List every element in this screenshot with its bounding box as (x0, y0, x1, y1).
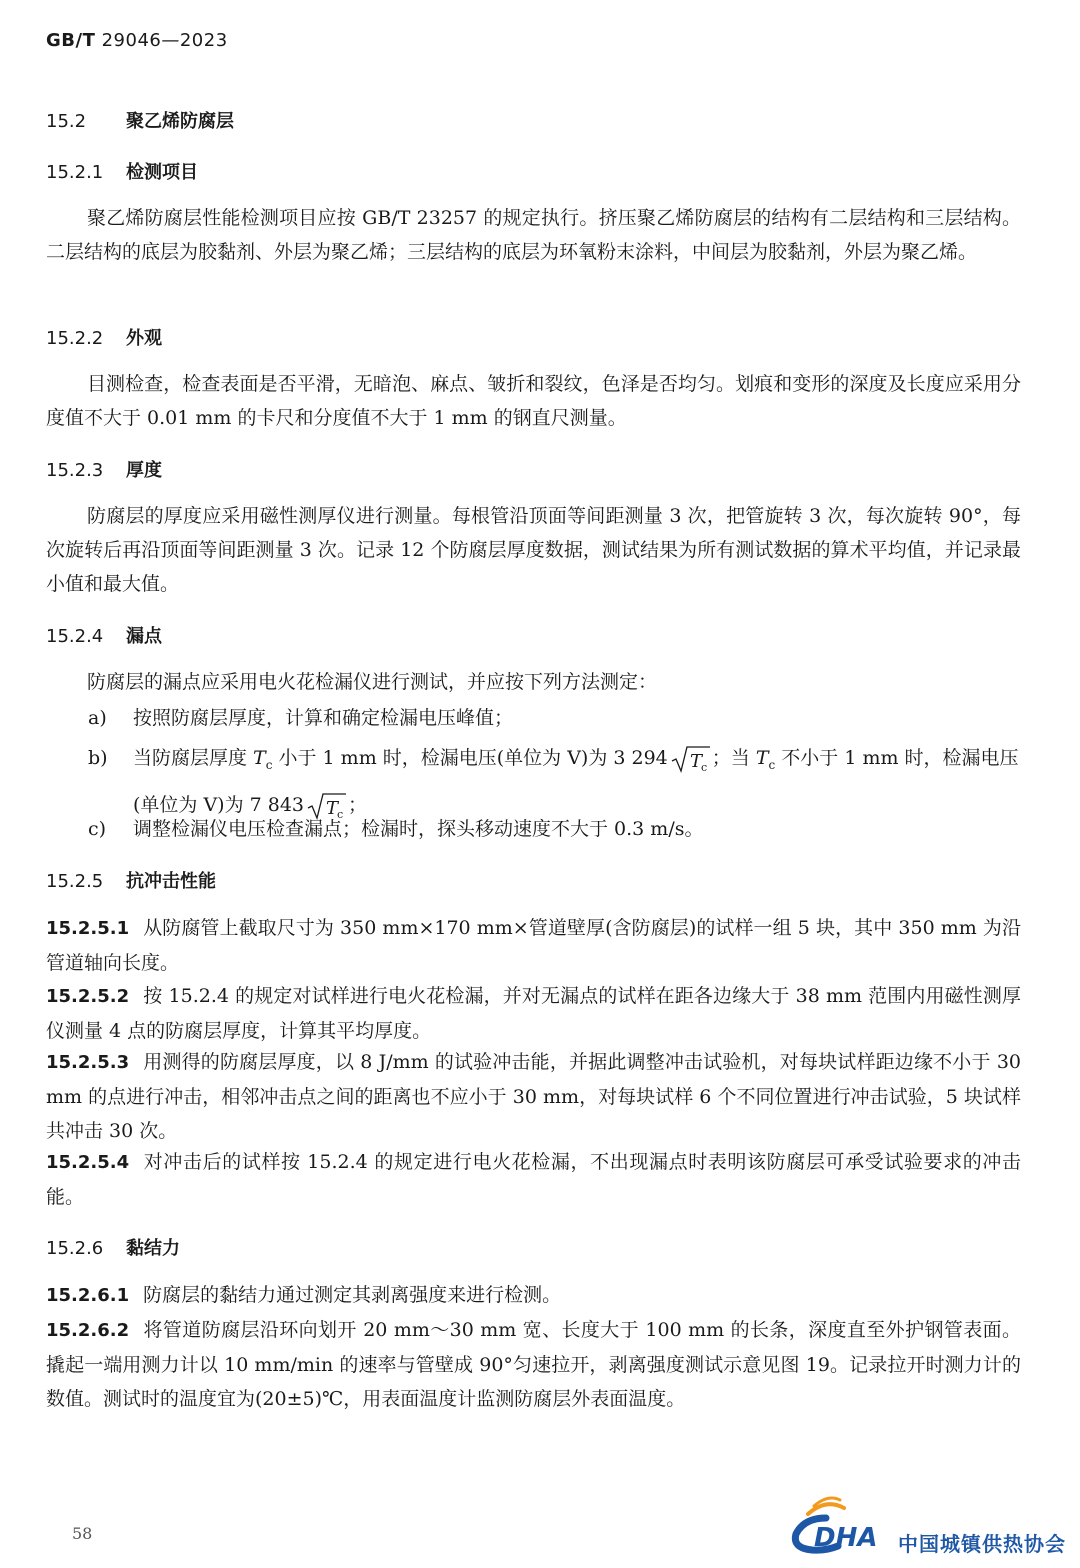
paragraph-appearance: 目测检查，检查表面是否平滑，无暗泡、麻点、皱折和裂纹，色泽是否均匀。划痕和变形的深度及长度应采用分度值不大于 0.01 mm 的卡尺和分度值不大于 1 mm 的钢直尺测量。 (46, 373, 1021, 429)
text-run: 小于 1 mm 时，检漏电压(单位为 V)为 3 294 (272, 747, 668, 769)
symbol-subscript: c (265, 757, 273, 772)
heading-15-2 (46, 107, 234, 133)
list-item-c (88, 812, 1020, 846)
heading-15-2-5 (46, 867, 216, 893)
list-text: 调整检漏仪电压检查漏点；检漏时，探头移动速度不大于 0.3 m/s。 (133, 818, 704, 840)
clause-number: 15.2.6.2 (46, 1320, 130, 1341)
paragraph-holiday-intro: 防腐层的漏点应采用电火花检漏仪进行测试，并应按下列方法测定： (87, 671, 658, 693)
heading-title: 漏点 (126, 626, 162, 647)
heading-title: 黏结力 (126, 1238, 180, 1259)
clause-number: 15.2.5.3 (46, 1052, 130, 1073)
clause-number: 15.2.5.1 (46, 918, 130, 939)
list-text: 按照防腐层厚度，计算和确定检漏电压峰值； (133, 707, 514, 729)
clause-15-2-6-2 (46, 1313, 1021, 1416)
heading-15-2-4 (46, 622, 162, 648)
text-run: ；当 (711, 747, 756, 769)
clause-number: 15.2.5.2 (46, 986, 130, 1007)
symbol-t: T (755, 747, 769, 769)
text-run: 当防腐层厚度 (133, 747, 254, 769)
heading-number: 15.2.5 (46, 871, 104, 892)
heading-number: 15.2.6 (46, 1238, 104, 1259)
clause-text: 按 15.2.4 的规定对试样进行电火花检漏，并对无漏点的试样在距各边缘大于 38 mm 范围内用磁性测厚仪测量 4 点的防腐层厚度，计算其平均厚度。 (46, 985, 1021, 1042)
clause-text: 防腐层的黏结力通过测定其剥离强度来进行检测。 (143, 1284, 562, 1306)
heading-number: 15.2.3 (46, 460, 104, 481)
clause-15-2-5-4 (46, 1145, 1021, 1214)
standard-prefix: GB/T (46, 30, 96, 51)
clause-15-2-5-2 (46, 979, 1021, 1048)
paragraph-inspection-items: 聚乙烯防腐层性能检测项目应按 GB/T 23257 的规定执行。挤压聚乙烯防腐层的结构有二层结构和三层结构。二层结构的底层为胶黏剂、外层为聚乙烯；三层结构的底层为环氧粉末涂料，中间层为胶黏剂，外层为聚乙烯。 (46, 207, 1021, 263)
clause-15-2-5-1 (46, 911, 1021, 980)
clause-15-2-5-3 (46, 1045, 1021, 1148)
heading-title: 外观 (126, 328, 162, 349)
heading-title: 厚度 (126, 460, 162, 481)
heading-number: 15.2.4 (46, 626, 104, 647)
list-marker: a) (88, 707, 107, 729)
clause-text: 将管道防腐层沿环向划开 20 mm～30 mm 宽、长度大于 100 mm 的长条，深度直至外护钢管表面。撬起一端用测力计以 10 mm/min 的速率与管壁成 90°匀速拉开，剥离强度测试示意见图 19。记录拉开时测力计的数值。测试时的温度宜为(20±5)℃，用表面温度计监测防腐层外表面温度。 (46, 1319, 1021, 1410)
symbol-t: T (253, 747, 266, 769)
list-item-a (88, 701, 1020, 735)
clause-15-2-6-1 (46, 1278, 1021, 1313)
clause-text: 从防腐管上截取尺寸为 350 mm×170 mm×管道壁厚(含防腐层)的试样一组 5 块，其中 350 mm 为沿管道轴向长度。 (46, 917, 1021, 974)
standard-header (46, 30, 228, 51)
heading-title: 抗冲击性能 (126, 871, 216, 892)
heading-15-2-6 (46, 1234, 180, 1260)
heading-number: 15.2.1 (46, 162, 104, 183)
sqrt-icon (670, 745, 710, 773)
heading-15-2-1 (46, 158, 198, 184)
svg-text:c: c (337, 807, 344, 820)
standard-number: 29046—2023 (101, 30, 228, 51)
paragraph-thickness: 防腐层的厚度应采用磁性测厚仪进行测量。每根管沿顶面等间距测量 3 次，把管旋转 3 次，每次旋转 90°，每次旋转后再沿顶面等间距测量 3 次。记录 12 个防腐层厚度数据，测试结果为所有测试数据的算术平均值，并记录最小值和最大值。 (46, 505, 1021, 595)
list-marker: b) (88, 747, 108, 769)
svg-text:T: T (689, 751, 702, 772)
clause-number: 15.2.5.4 (46, 1152, 130, 1173)
clause-text: 用测得的防腐层厚度，以 8 J/mm 的试验冲击能，并据此调整冲击试验机，对每块试样距边缘不小于 30 mm 的点进行冲击，相邻冲击点之间的距离也不应小于 30 mm，对每块试样 6 个不同位置进行冲击试验，5 块试样共冲击 30 次。 (46, 1051, 1021, 1142)
heading-title: 检测项目 (126, 162, 198, 183)
page-number: 58 (72, 1524, 93, 1543)
heading-number: 15.2 (46, 111, 87, 132)
association-name: 中国城镇供热协会 (898, 1532, 1066, 1556)
svg-text:c: c (700, 761, 707, 773)
text-run: 不小于 1 mm 时，检漏电压(单位为 V)为 7 843 (133, 747, 1019, 816)
heading-15-2-3 (46, 456, 162, 482)
clause-text: 对冲击后的试样按 15.2.4 的规定进行电火花检漏，不出现漏点时表明该防腐层可承受试验要求的冲击能。 (46, 1151, 1021, 1208)
svg-text:T: T (326, 797, 339, 819)
heading-title: 聚乙烯防腐层 (126, 111, 234, 132)
symbol-subscript: c (768, 757, 776, 772)
heading-15-2-2 (46, 324, 162, 350)
list-marker: c) (88, 818, 107, 840)
clause-number: 15.2.6.1 (46, 1285, 130, 1306)
heading-number: 15.2.2 (46, 328, 104, 349)
svg-text:DHA: DHA (814, 1523, 878, 1553)
text-run: ； (348, 793, 368, 816)
